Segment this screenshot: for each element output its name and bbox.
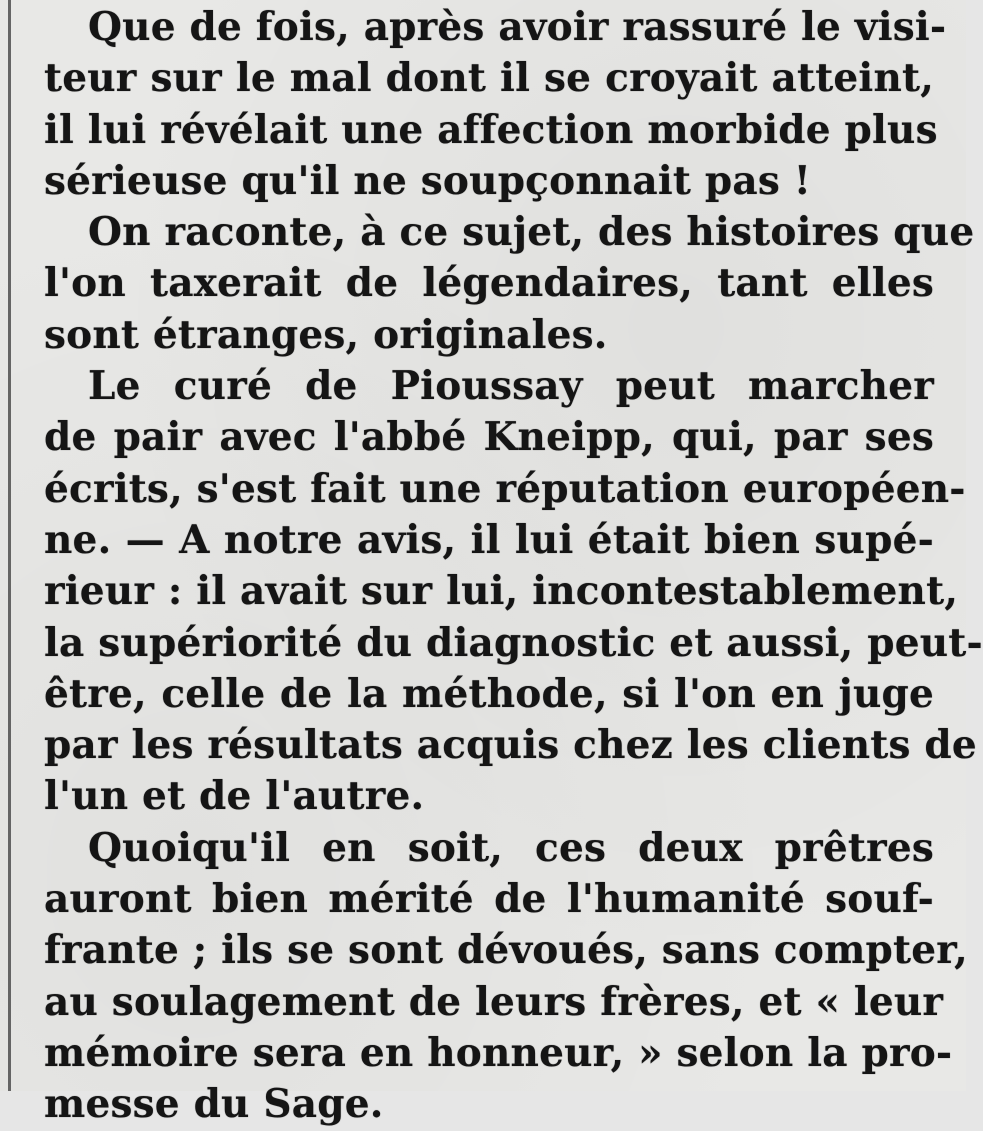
text-line: ne. — A notre avis, il lui était bien supé- — [44, 516, 934, 563]
text-line: l'on taxerait de légendaires, tant elles — [44, 260, 934, 307]
text-line: écrits, s'est fait une réputation européen- — [44, 465, 966, 512]
text-line: auront bien mérité de l'humanité souf- — [44, 876, 934, 923]
text-line: être, celle de la méthode, si l'on en juge — [44, 670, 934, 717]
text-line: par les résultats acquis chez les clients de — [44, 722, 977, 769]
text-line: rieur : il avait sur lui, incontestablement, — [44, 568, 959, 615]
text-line: Quoiqu'il en soit, ces deux prêtres — [88, 824, 934, 871]
text-line: Le curé de Pioussay peut marcher — [88, 363, 934, 410]
text-line: teur sur le mal dont il se croyait atteint, — [44, 55, 934, 102]
text-line: sérieuse qu'il ne soupçonnait pas ! — [44, 157, 812, 204]
text-line: frante ; ils se sont dévoués, sans compter, — [44, 927, 968, 974]
text-line: l'un et de l'autre. — [44, 773, 425, 820]
text-line: de pair avec l'abbé Kneipp, qui, par ses — [44, 414, 934, 461]
text-line: messe du Sage. — [44, 1081, 384, 1128]
column-rule — [8, 0, 11, 1091]
text-line: mémoire sera en honneur, » selon la pro- — [44, 1029, 953, 1076]
text-line: On raconte, à ce sujet, des histoires que — [88, 209, 975, 256]
article-column — [44, 0, 983, 1128]
text-line: la supériorité du diagnostic et aussi, peut- — [44, 619, 983, 666]
text-line: il lui révélait une affection morbide plus — [44, 106, 938, 153]
text-line: sont étranges, originales. — [44, 311, 608, 358]
text-line: Que de fois, après avoir rassuré le visi- — [88, 4, 947, 50]
text-line: au soulagement de leurs frères, et « leur — [44, 978, 944, 1025]
